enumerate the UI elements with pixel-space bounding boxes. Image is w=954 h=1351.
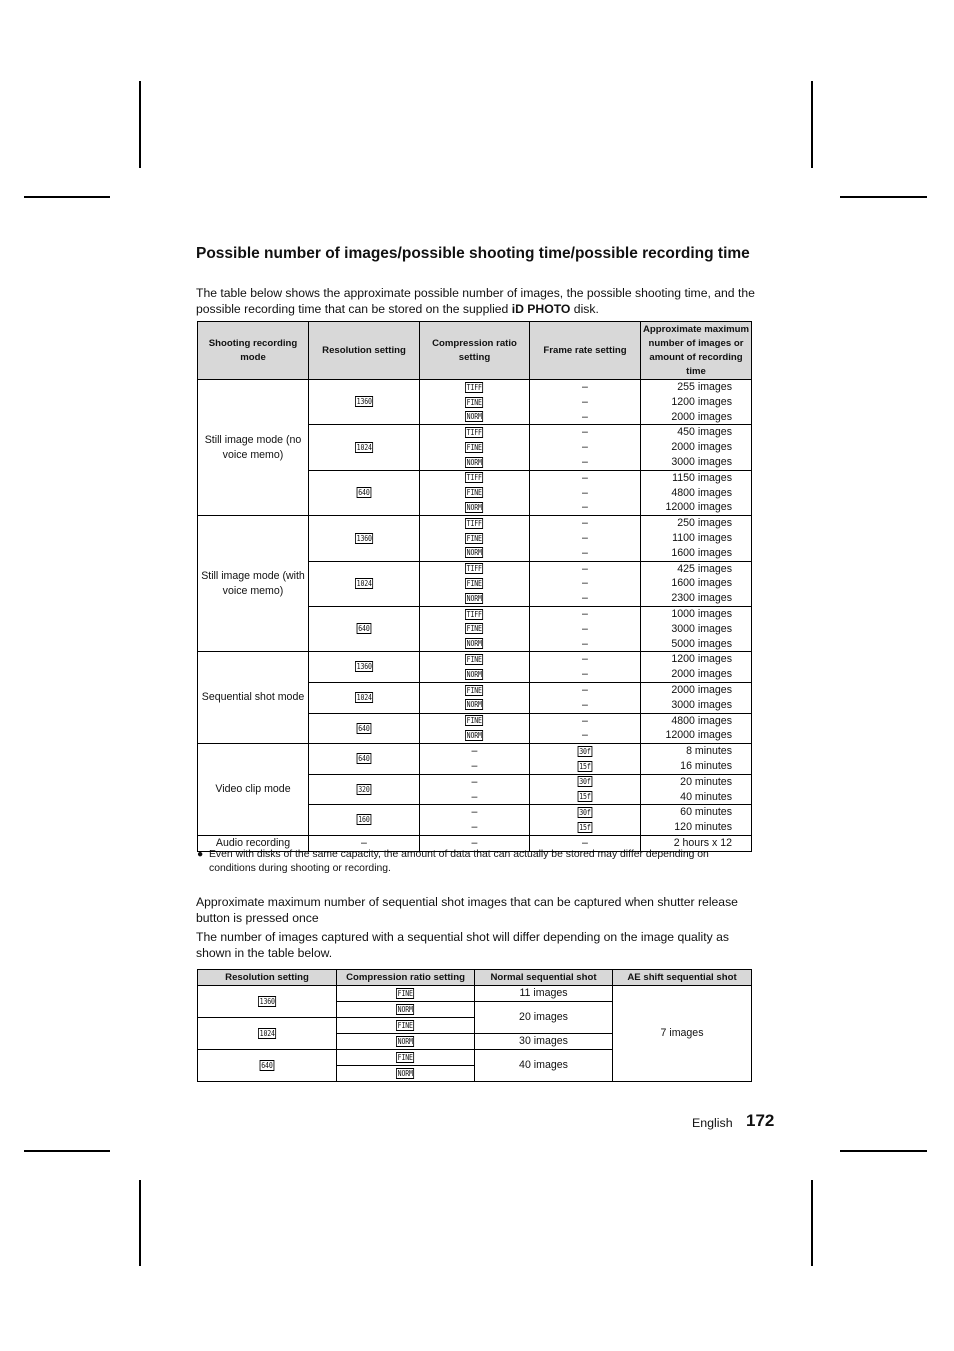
cell-value: –	[582, 531, 588, 544]
header-shooting-mode: Shooting recording mode	[198, 322, 309, 380]
compression-icon: FINE	[397, 988, 414, 998]
cell-value: –	[471, 821, 478, 834]
capacity-table-body	[198, 380, 752, 852]
crop-mark	[840, 196, 927, 198]
cell-value: 3000 images	[671, 622, 732, 635]
compression-icon: NORM	[397, 1036, 414, 1046]
cell-value: –	[471, 775, 478, 788]
amount-cell	[641, 682, 752, 713]
compression-icon: NORM	[397, 1004, 414, 1014]
resolution-icon: 640	[358, 754, 370, 764]
cell-value: –	[582, 426, 588, 439]
cell-value: –	[582, 668, 588, 681]
amount-cell	[641, 805, 752, 836]
audio-frame-cell: –	[530, 835, 641, 851]
resolution-icon: 1360	[356, 397, 372, 407]
crop-mark	[139, 81, 141, 168]
cell-value: –	[582, 637, 588, 650]
frame-rate-cell	[530, 805, 641, 836]
cell-value: 8 minutes	[686, 745, 732, 758]
cell-value: –	[582, 517, 588, 530]
seq-header-normal: Normal sequential shot	[475, 970, 613, 986]
cell-value: –	[582, 501, 588, 514]
cell-value: –	[471, 759, 478, 772]
resolution-cell	[309, 744, 420, 775]
resolution-icon: 640	[358, 723, 370, 733]
compression-icon: NORM	[397, 1068, 414, 1078]
compression-cell	[420, 682, 530, 713]
cell-value: –	[582, 410, 588, 423]
resolution-icon: 1024	[259, 1028, 275, 1038]
seq-comp-cell	[337, 1034, 475, 1050]
crop-mark	[139, 1180, 141, 1266]
cell-value: –	[582, 381, 588, 393]
cell-value: 250 images	[677, 517, 732, 530]
frame-rate-cell	[530, 380, 641, 425]
crop-mark	[840, 1150, 927, 1152]
cell-value: 40 minutes	[680, 790, 732, 803]
compression-cell	[420, 652, 530, 683]
setting-icon: FINE	[466, 579, 483, 589]
setting-icon: FINE	[466, 488, 483, 498]
crop-mark	[24, 1150, 110, 1152]
section-heading: Possible number of images/possible shooting time/possible recording time	[196, 245, 750, 262]
resolution-cell	[309, 561, 420, 606]
cell-value: –	[582, 622, 588, 635]
resolution-icon: 1360	[259, 996, 275, 1006]
setting-icon: 30f	[579, 777, 591, 787]
bullet-icon: ●	[197, 849, 204, 860]
cell-value: 2000 images	[671, 410, 732, 423]
cell-value: 4800 images	[671, 714, 732, 727]
resolution-icon: 160	[358, 815, 370, 825]
seq-normal-cell: 20 images	[475, 1002, 613, 1034]
cell-value: 16 minutes	[680, 759, 732, 772]
amount-cell	[641, 561, 752, 606]
frame-rate-cell	[530, 561, 641, 606]
cell-value: 2000 images	[671, 441, 732, 454]
mode-cell: Video clip mode	[198, 744, 309, 836]
cell-value: –	[582, 714, 588, 727]
page-number: 172	[746, 1111, 775, 1130]
cell-value: –	[582, 577, 588, 590]
seq-comp-cell	[337, 1066, 475, 1082]
amount-cell	[641, 652, 752, 683]
compression-cell	[420, 561, 530, 606]
audio-compression-cell: –	[420, 835, 530, 851]
resolution-cell	[309, 713, 420, 744]
mode-cell: Still image mode (no voice memo)	[198, 380, 309, 516]
cell-value: –	[582, 486, 588, 499]
cell-value: –	[582, 683, 588, 696]
resolution-icon: 320	[358, 784, 370, 794]
seq-normal-cell: 11 images	[475, 986, 613, 1002]
cell-value: 1200 images	[671, 395, 732, 408]
cell-value: –	[582, 607, 588, 620]
compression-cell	[420, 774, 530, 805]
setting-icon: 15f	[579, 822, 591, 832]
setting-icon: FINE	[466, 442, 483, 452]
resolution-cell	[309, 682, 420, 713]
intro-text-end: disk.	[570, 302, 599, 316]
setting-icon: 15f	[579, 761, 591, 771]
setting-icon: FINE	[466, 533, 483, 543]
setting-icon: FINE	[466, 624, 483, 634]
seq-res-cell	[198, 1018, 337, 1050]
amount-cell	[641, 425, 752, 470]
amount-cell	[641, 744, 752, 775]
frame-rate-cell	[530, 470, 641, 515]
resolution-icon: 640	[358, 624, 370, 634]
cell-value: –	[582, 653, 588, 666]
cell-value: 60 minutes	[680, 806, 732, 819]
resolution-icon: 1024	[356, 442, 372, 452]
setting-icon: NORM	[466, 669, 483, 679]
setting-icon: NORM	[466, 700, 483, 710]
crop-mark	[811, 81, 813, 168]
compression-cell	[420, 380, 530, 425]
setting-icon: NORM	[466, 503, 483, 513]
cell-value: –	[471, 806, 478, 819]
frame-rate-cell	[530, 606, 641, 651]
compression-cell	[420, 606, 530, 651]
cell-value: –	[471, 790, 478, 803]
seq-comp-cell	[337, 986, 475, 1002]
compression-cell	[420, 713, 530, 744]
setting-icon: 30f	[579, 808, 591, 818]
cell-value: –	[582, 562, 588, 575]
cell-value: 425 images	[677, 562, 732, 575]
setting-icon: NORM	[466, 593, 483, 603]
cell-value: 1600 images	[671, 577, 732, 590]
setting-icon: FINE	[466, 397, 483, 407]
compression-cell	[420, 425, 530, 470]
cell-value: –	[582, 395, 588, 408]
cell-value: 12000 images	[665, 501, 732, 514]
compression-icon: FINE	[397, 1052, 414, 1062]
frame-rate-cell	[530, 516, 641, 561]
seq-header-ae: AE shift sequential shot	[613, 970, 752, 986]
compression-cell	[420, 470, 530, 515]
cell-value: –	[582, 729, 588, 742]
footnote	[197, 848, 757, 875]
setting-icon: NORM	[466, 731, 483, 741]
cell-value: 3000 images	[671, 455, 732, 468]
resolution-cell	[309, 774, 420, 805]
cell-value: 1200 images	[671, 653, 732, 666]
seq-header-resolution: Resolution setting	[198, 970, 337, 986]
seq-normal-cell: 40 images	[475, 1050, 613, 1082]
setting-icon: TIFF	[466, 428, 483, 438]
resolution-cell	[309, 652, 420, 683]
setting-icon: NORM	[466, 639, 483, 649]
seq-res-cell	[198, 986, 337, 1018]
amount-cell	[641, 774, 752, 805]
resolution-icon: 640	[261, 1060, 273, 1070]
crop-mark	[24, 196, 110, 198]
cell-value: 1600 images	[671, 546, 732, 559]
cell-value: –	[582, 546, 588, 559]
amount-cell	[641, 380, 752, 425]
frame-rate-cell	[530, 682, 641, 713]
setting-icon: 30f	[579, 746, 591, 756]
cell-value: 450 images	[677, 426, 732, 439]
cell-value: –	[582, 698, 588, 711]
compression-cell	[420, 744, 530, 775]
header-max-amount: Approximate maximum number of images or amount of recording time	[641, 322, 752, 380]
sub-text: The number of images captured with a sequential shot will differ depending on the image quality as shown in the table below.	[196, 930, 729, 960]
frame-rate-cell	[530, 425, 641, 470]
setting-icon: FINE	[466, 716, 483, 726]
disk-name: iD PHOTO	[511, 302, 571, 316]
compression-icon: FINE	[397, 1020, 414, 1030]
frame-rate-cell	[530, 652, 641, 683]
amount-cell	[641, 606, 752, 651]
frame-rate-cell	[530, 713, 641, 744]
amount-cell	[641, 470, 752, 515]
setting-icon: TIFF	[466, 609, 483, 619]
cell-value: 2300 images	[671, 592, 732, 605]
setting-icon: FINE	[466, 685, 483, 695]
header-frame-rate: Frame rate setting	[530, 322, 641, 380]
audio-amount-cell: 2 hours x 12	[641, 835, 752, 851]
resolution-cell	[309, 606, 420, 651]
setting-icon: TIFF	[466, 564, 483, 574]
seq-normal-cell: 30 images	[475, 1034, 613, 1050]
resolution-icon: 1024	[356, 578, 372, 588]
cell-value: 1100 images	[672, 531, 732, 544]
cell-value: 12000 images	[665, 729, 732, 742]
setting-icon: NORM	[466, 412, 483, 422]
sequential-table	[197, 969, 752, 1082]
cell-value: 5000 images	[671, 637, 732, 650]
capacity-table	[197, 321, 752, 852]
resolution-cell	[309, 805, 420, 836]
seq-header-compression: Compression ratio setting	[337, 970, 475, 986]
setting-icon: NORM	[466, 548, 483, 558]
seq-comp-cell	[337, 1050, 475, 1066]
resolution-cell	[309, 516, 420, 561]
resolution-icon: 1360	[356, 662, 372, 672]
seq-ae-cell: 7 images	[613, 986, 752, 1082]
cell-value: 1150 images	[672, 471, 732, 484]
mode-cell: Sequential shot mode	[198, 652, 309, 744]
cell-value: 120 minutes	[674, 821, 732, 834]
frame-rate-cell	[530, 774, 641, 805]
footnote-text: Even with disks of the same capacity, the amount of data that can actually be stored may differ depending on conditions during shooting or recording.	[209, 849, 709, 874]
resolution-cell	[309, 425, 420, 470]
compression-cell	[420, 516, 530, 561]
header-resolution: Resolution setting	[309, 322, 420, 380]
cell-value: 4800 images	[671, 486, 732, 499]
audio-resolution-cell: –	[309, 835, 420, 851]
sub-heading: Approximate maximum number of sequential shot images that can be captured when shutter release button is pressed once	[196, 895, 738, 925]
setting-icon: TIFF	[466, 473, 483, 483]
footer-language: English	[692, 1116, 733, 1130]
cell-value: –	[582, 471, 588, 484]
cell-value: –	[582, 441, 588, 454]
frame-rate-cell	[530, 744, 641, 775]
setting-icon: 15f	[579, 792, 591, 802]
intro-text: The table below shows the approximate possible number of images, the possible shooting time, and the possible recording time that can be stored on the supplied	[196, 286, 755, 316]
cell-value: –	[471, 745, 478, 758]
resolution-icon: 1024	[356, 692, 372, 702]
resolution-icon: 1360	[356, 533, 372, 543]
cell-value: –	[582, 592, 588, 605]
seq-comp-cell	[337, 1018, 475, 1034]
resolution-icon: 640	[358, 488, 370, 498]
amount-cell	[641, 713, 752, 744]
seq-comp-cell	[337, 1002, 475, 1018]
resolution-cell	[309, 380, 420, 425]
setting-icon: TIFF	[466, 518, 483, 528]
resolution-cell	[309, 470, 420, 515]
setting-icon: FINE	[466, 655, 483, 665]
compression-cell	[420, 805, 530, 836]
intro-paragraph	[196, 285, 756, 317]
cell-value: 3000 images	[671, 698, 732, 711]
cell-value: –	[582, 455, 588, 468]
crop-mark	[811, 1180, 813, 1266]
setting-icon: NORM	[466, 457, 483, 467]
cell-value: 2000 images	[671, 668, 732, 681]
seq-res-cell	[198, 1050, 337, 1082]
cell-value: 20 minutes	[680, 775, 732, 788]
header-compression: Compression ratio setting	[420, 322, 530, 380]
cell-value: 255 images	[677, 381, 732, 393]
cell-value: 2000 images	[671, 683, 732, 696]
audio-mode-cell: Audio recording	[198, 835, 309, 851]
amount-cell	[641, 516, 752, 561]
cell-value: 1000 images	[671, 607, 732, 620]
mode-cell: Still image mode (with voice memo)	[198, 516, 309, 652]
setting-icon: TIFF	[466, 382, 483, 392]
